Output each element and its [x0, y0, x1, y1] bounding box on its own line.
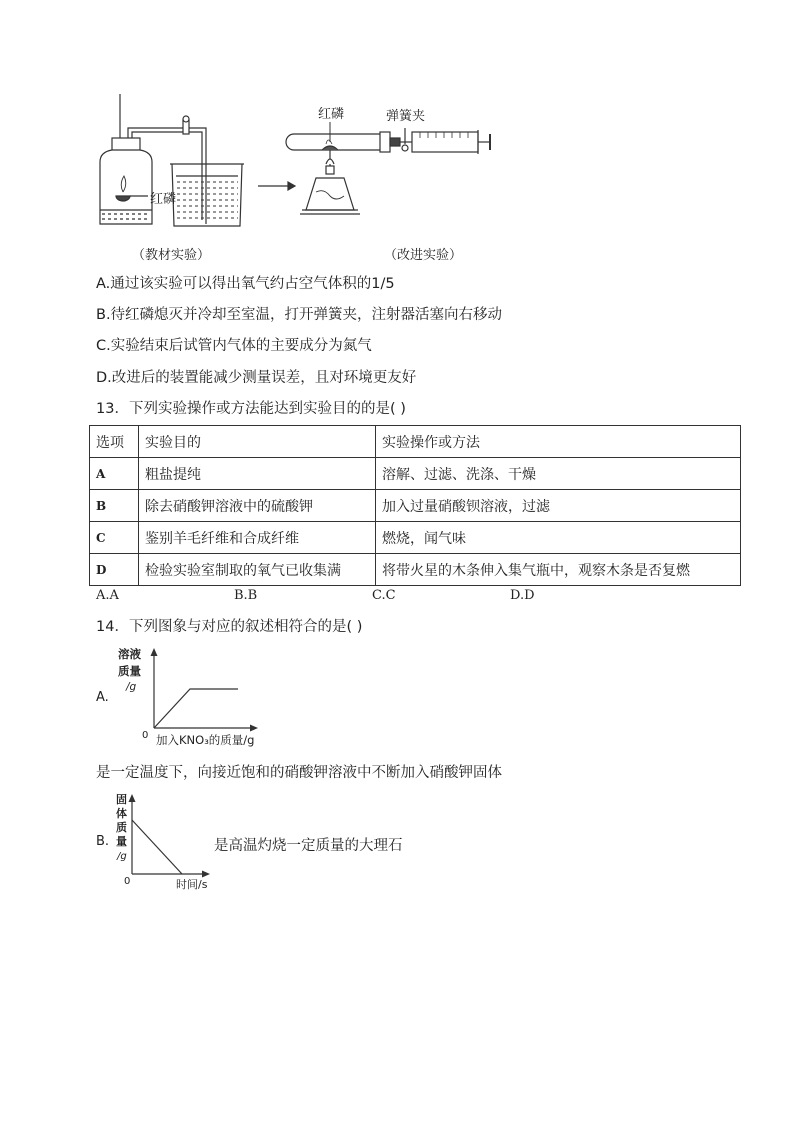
header-purpose: 实验目的 [139, 426, 376, 458]
row-method: 将带火星的木条伸入集气瓶中，观察木条是否复燃 [376, 554, 741, 586]
graph-b-origin: 0 [124, 876, 131, 887]
graph-b-curve [132, 820, 182, 874]
graph-b-ylabel-1: 固 [116, 793, 127, 806]
row-method: 溶解、过滤、洗涤、干燥 [376, 458, 741, 490]
header-option: 选项 [90, 426, 139, 458]
q14-stem: 14．下列图象与对应的叙述相符合的是( ) [96, 619, 363, 635]
row-purpose: 鉴别羊毛纤维和合成纤维 [139, 522, 376, 554]
q14-option-b-label: B. [96, 834, 110, 849]
q13-option-b: B.B [234, 588, 258, 603]
graph-a-ylabel-3: /g [126, 681, 137, 693]
improved-apparatus [286, 128, 490, 214]
table-header-row [90, 426, 741, 458]
q12-option-c: C.实验结束后试管内气体的主要成分为氮气 [96, 338, 372, 354]
graph-a-curve [154, 689, 238, 728]
row-option: C [90, 522, 139, 554]
q13-stem: 13．下列实验操作或方法能达到实验目的的是( ) [96, 401, 406, 417]
graph-b-x-arrow [202, 871, 210, 878]
graph-a-ylabel-1: 溶液 [118, 647, 141, 661]
graph-a-x-arrow [250, 725, 258, 732]
row-purpose: 除去硝酸钾溶液中的硫酸钾 [139, 490, 376, 522]
table-row [90, 490, 741, 522]
q14-graph-a [112, 644, 282, 750]
spring-clip-label: 弹簧夹 [386, 109, 426, 124]
graph-b-ylabel-2: 体 [116, 807, 127, 820]
q13-table [89, 425, 741, 586]
row-method: 燃烧，闻气味 [376, 522, 741, 554]
q12-option-b: B.待红磷熄灭并冷却至室温，打开弹簧夹，注射器活塞向右移动 [96, 307, 503, 323]
graph-b-ylabel-3: 质 [116, 821, 127, 834]
row-option: B [90, 490, 139, 522]
table-row [90, 458, 741, 490]
graph-a-y-arrow [151, 648, 158, 656]
q13-option-a: A.A [96, 588, 119, 603]
row-option: D [90, 554, 139, 586]
row-purpose: 检验实验室制取的氧气已收集满 [139, 554, 376, 586]
q14-graph-b [112, 792, 222, 892]
q14-option-b-desc: 是高温灼烧一定质量的大理石 [214, 838, 403, 854]
caption-improved-experiment: （改进实验） [384, 248, 463, 263]
graph-b-xlabel: 时间/s [176, 878, 208, 891]
red-phosphorus-label-left: 红磷 [150, 192, 177, 207]
q13-option-d: D.D [510, 588, 535, 603]
graph-a-origin: 0 [142, 730, 149, 741]
row-purpose: 粗盐提纯 [139, 458, 376, 490]
row-option: A [90, 458, 139, 490]
header-method: 实验操作或方法 [376, 426, 741, 458]
graph-b-ylabel-4: 量 [116, 835, 127, 848]
q14-option-a-desc: 是一定温度下，向接近饱和的硝酸钾溶液中不断加入硝酸钾固体 [96, 765, 502, 781]
red-phosphorus-label-right: 红磷 [318, 107, 345, 122]
graph-b-ylabel-5: /g [117, 851, 127, 862]
q14-option-a-label: A. [96, 690, 109, 705]
graph-a-xlabel: 加入KNO₃的质量/g [156, 733, 255, 747]
graph-b-y-arrow [129, 794, 136, 802]
q13-option-c: C.C [372, 588, 396, 603]
q12-apparatus-figure [90, 92, 510, 267]
q12-option-d: D.改进后的装置能减少测量误差，且对环境更友好 [96, 370, 417, 386]
caption-textbook-experiment: （教材实验） [132, 248, 211, 263]
table-row [90, 522, 741, 554]
q12-option-a: A.通过该实验可以得出氧气约占空气体积的1/5 [96, 276, 395, 292]
arrow [258, 182, 295, 190]
graph-a-ylabel-2: 质量 [118, 664, 141, 678]
table-row [90, 554, 741, 586]
row-method: 加入过量硝酸钡溶液，过滤 [376, 490, 741, 522]
